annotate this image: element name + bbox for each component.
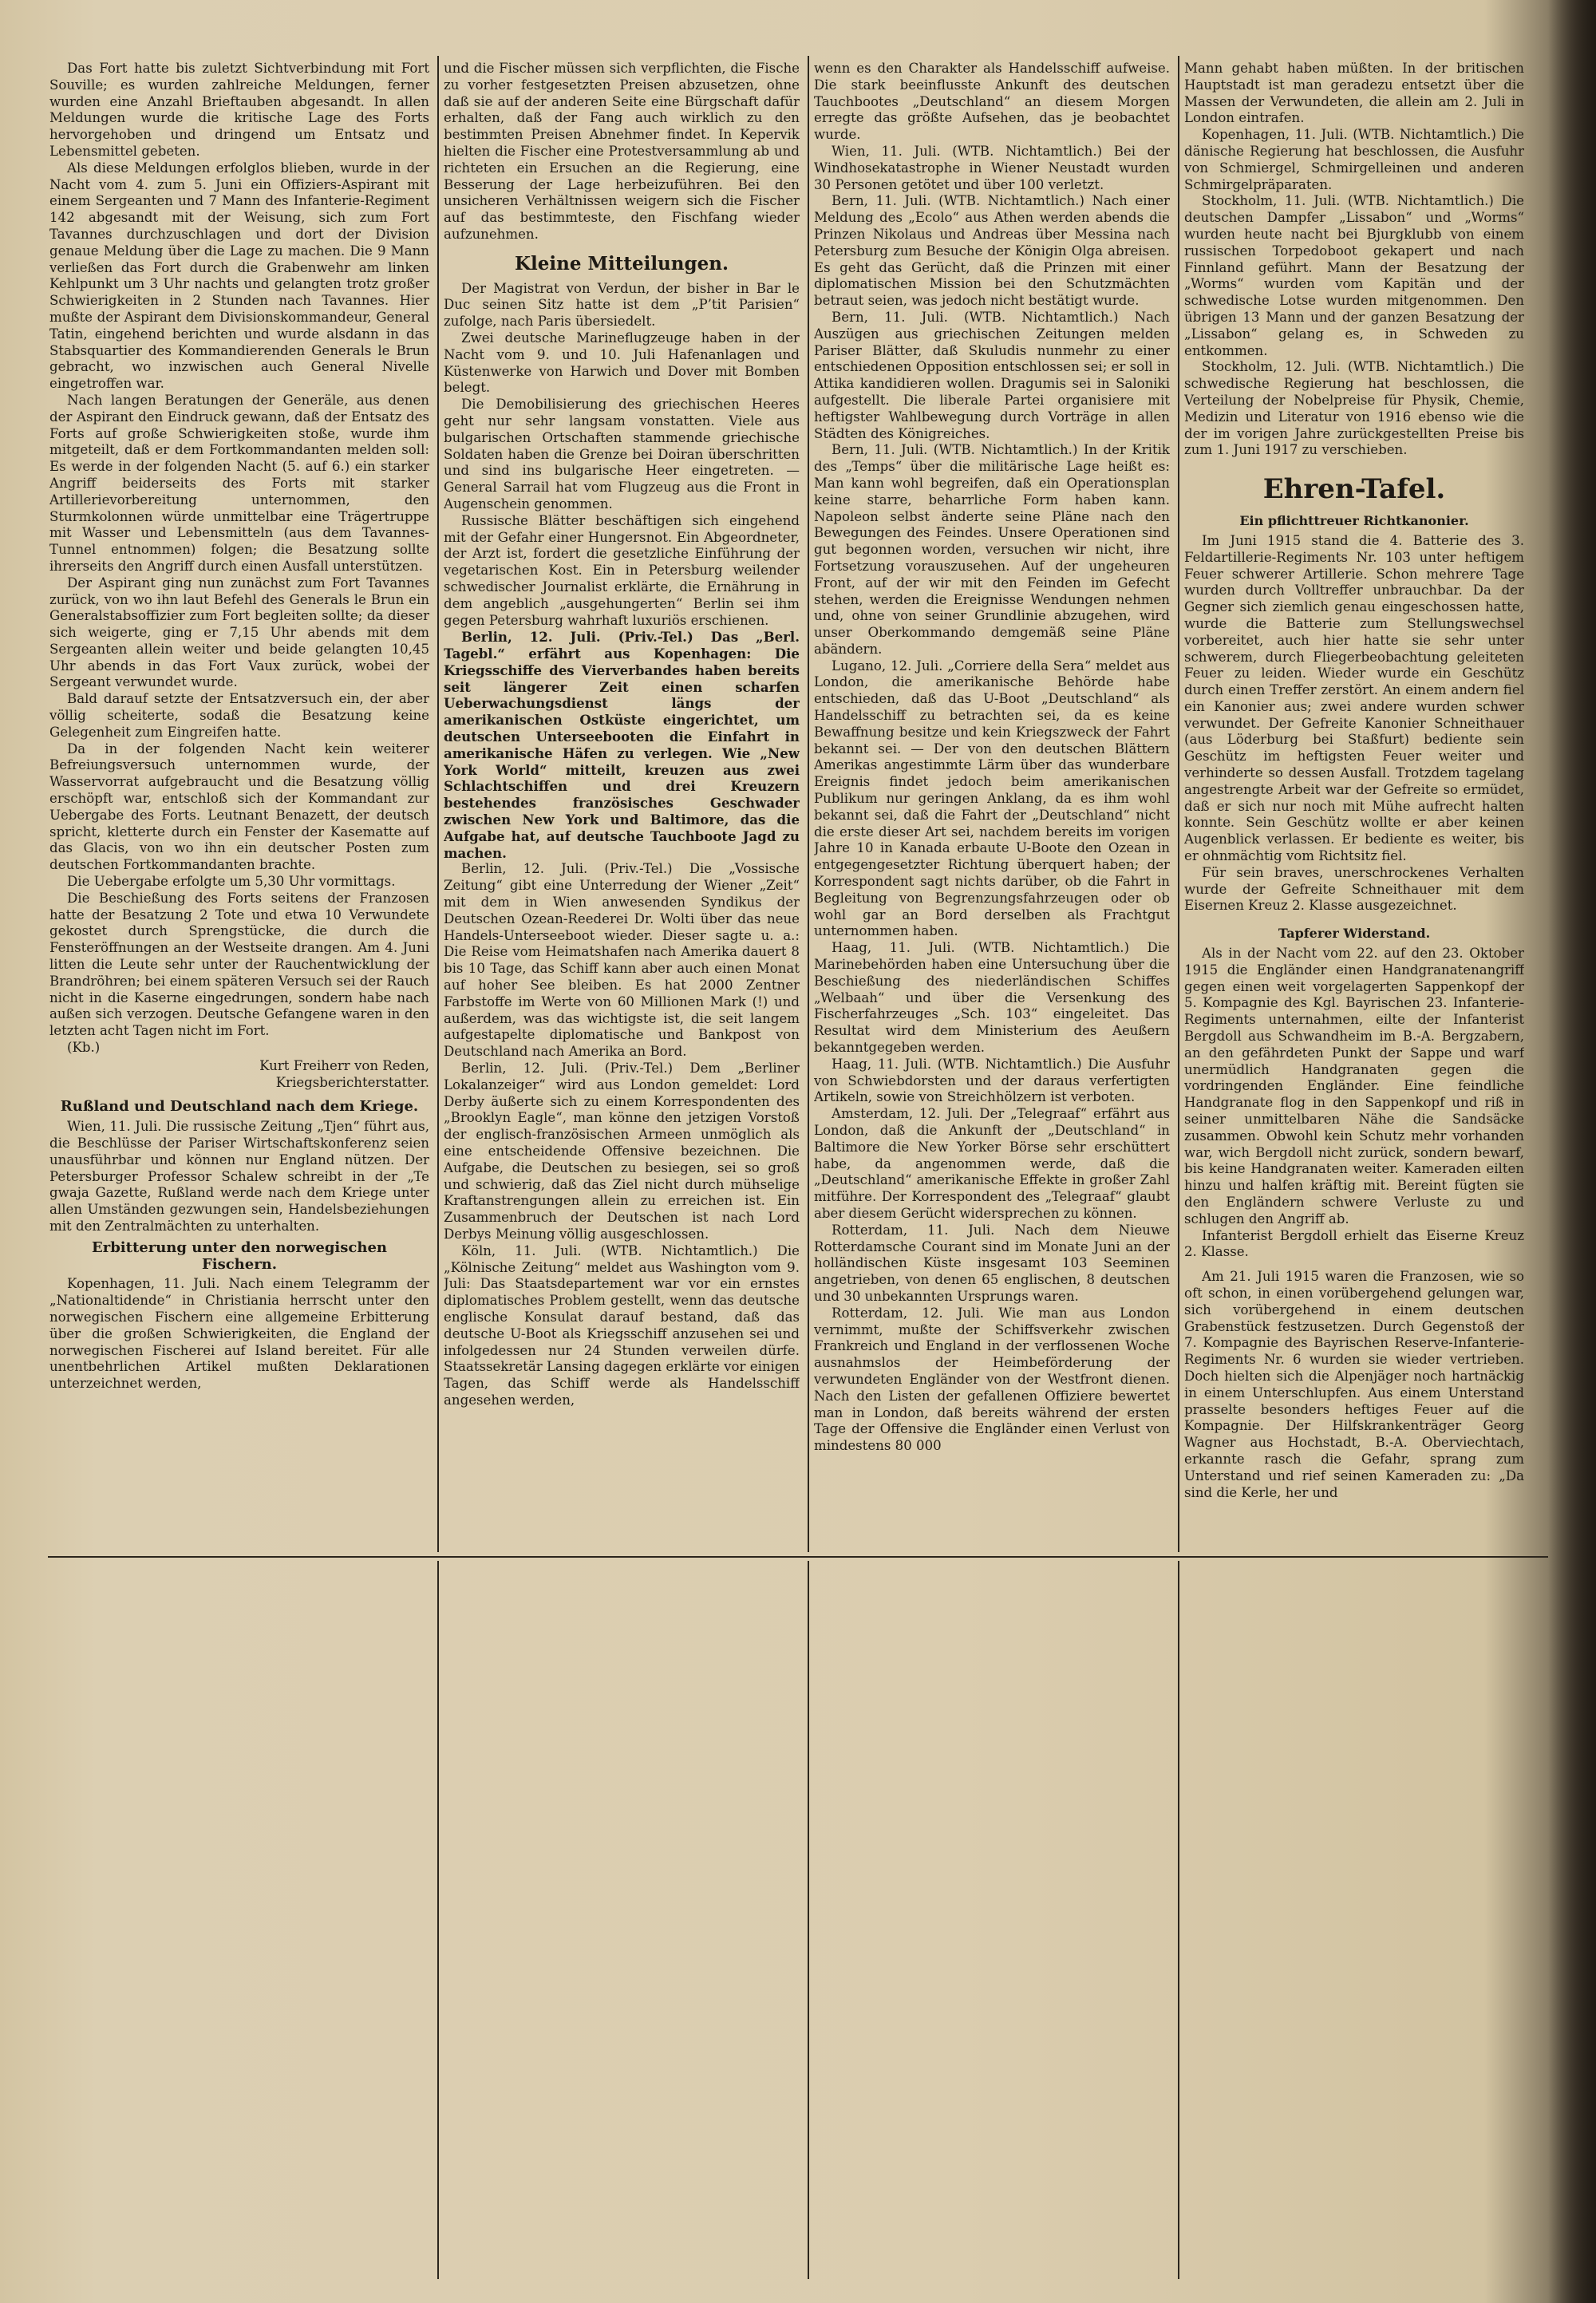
- column-rule: [437, 1561, 439, 2279]
- byline: Kurt Freiherr von Reden,: [259, 1057, 429, 1073]
- paragraph: Zwei deutsche Marineflugzeuge haben in der Nacht vom 9. und 10. Juli Hafenanlagen und Küstenwerke von Harwich und Dover mit Bomben belegt.: [444, 330, 800, 396]
- novel-column-1: [49, 1564, 429, 2282]
- paragraph: Berlin, 12. Juli. (Priv.-Tel.) Das „Berl. Tagebl.“ erfährt aus Kopenhagen: Die Kriegsschiffe des Vierverbandes haben bereits seit längerer Zeit einen scharfen Ueberwachungsdienst längs der amerikanischen Ostküste eingerichtet, um deutschen Unterseebooten die Einfahrt in amerikanische Häfen zu verlegen. Wie „New York World“ mitteilt, kreuzen aus zwei Schlachtschiffen und drei Kreuzern bestehendes französisches Geschwader zwischen New York und Baltimore, das die Aufgabe hat, auf deutsche Tauchboote Jagd zu machen.: [444, 629, 800, 861]
- heading-russland: Rußland und Deutschland nach dem Kriege.: [60, 1098, 419, 1116]
- paragraph: Am 21. Juli 1915 waren die Franzosen, wie so oft schon, in einen vorübergehend gelungen war, sich vorübergehend in einem deutschen Grabenstück festzusetzen. Durch Gegenstoß der 7. Kompagnie des Bayrischen Reserve-Infanterie-Regiments Nr. 6 wurden sie wieder vertrieben. Doch hielten sich die Alpenjäger noch hartnäckig in einem Unterschlupfen. Aus einem Unterstand prasselte besonders heftiges Feuer auf die Kompagnie. Der Hilfskrankenträger Georg Wagner aus Hochstadt, B.-A. Oberviechtach, erkannte rasch die Gefahr, sprang zum Unterstand und rief seinen Kameraden zu: „Da sind die Kerle, her und: [1184, 1269, 1524, 1500]
- paragraph: Der Aspirant ging nun zunächst zum Fort Tavannes zurück, von wo ihn laut Befehl des Generals le Brun ein Generalstabsoffizier zum Fort begleiten sollte; da dieser sich weigerte, ging er 7,15 Uhr abends mit dem Sergeanten allein weiter und beide gelangten 10,45 Uhr abends in das Fort Vaux zurück, wobei der Sergeant verwundet wurde.: [49, 575, 429, 690]
- column-3: [814, 61, 1170, 1553]
- source-mark: (Kb.): [67, 1040, 101, 1056]
- paragraph: Das Fort hatte bis zuletzt Sichtverbindung mit Fort Souville; es wurden zahlreiche Meldungen, ferner wurden eine Anzahl Brieftauben abgesandt. In allen Meldungen wurde die kritische Lage des Forts hervorgehoben und dringend um Entsatz und Lebensmittel gebeten.: [49, 61, 429, 159]
- subheading-tapferer-widerstand: Tapferer Widerstand.: [1278, 926, 1431, 942]
- subheading-kanonier: Ein pflichttreuer Richtkanonier.: [1239, 513, 1469, 529]
- paragraph: Die Demobilisierung des griechischen Heeres geht nur sehr langsam vonstatten. Viele aus bulgarischen Ortschaften stammende griechische Soldaten haben die Grenze bei Doiran überschritten und sind ins bulgarische Heer eingetreten. — General Sarrail hat vom Flugzeug aus die Front in Augenschein genommen.: [444, 397, 800, 512]
- column-rule: [437, 56, 439, 1552]
- paragraph: Da in der folgenden Nacht kein weiterer Befreiungsversuch unternommen wurde, der Wasservorrat aufgebraucht und die Besatzung völlig erschöpft war, entschloß sich der Kommandant zur Uebergabe des Forts. Leutnant Benazett, der deutsch spricht, kletterte durch ein Fenster der Kasematte auf das Glacis, von wo ihn ein deutscher Posten zum deutschen Fortkommandanten brachte.: [49, 741, 429, 873]
- heading-ehren-tafel: Ehren-Tafel.: [1262, 473, 1446, 506]
- paragraph: Amsterdam, 12. Juli. Der „Telegraaf“ erfährt aus London, daß die Ankunft der „Deutschland“ in Baltimore die New Yorker Börse sehr erschüttert habe, da angenommen werde, daß die „Deutschland“ amerikanische Effekte in großer Zahl mitführe. Der Korrespondent des „Telegraaf“ glaubt aber diesem Gerücht widersprechen zu können.: [814, 1106, 1170, 1221]
- paragraph: Stockholm, 11. Juli. (WTB. Nichtamtlich.) Die deutschen Dampfer „Lissabon“ und „Worms“ wurden heute nacht bei Bjurgklubb von einem russischen Torpedoboot gekapert und nach Finnland geführt. Mann der Besatzung der „Worms“ wurden vom Kapitän und der schwedische Lotse wurden mitgenommen. Den übrigen 13 Mann und der ganzen Besatzung der „Lissabon“ gelang es, in Schweden zu entkommen.: [1184, 193, 1524, 358]
- column-rule: [808, 1561, 809, 2279]
- paragraph: Mann gehabt haben müßten. In der britischen Hauptstadt ist man geradezu entsetzt über die Massen der Verwundeten, die allein am 2. Juli in London eintrafen.: [1184, 61, 1524, 126]
- paragraph: wenn es den Charakter als Handelsschiff aufweise. Die stark beeinflusste Ankunft des deutschen Tauchbootes „Deutschland“ an diesem Morgen erregte das größte Aufsehen, das je beobachtet wurde.: [814, 61, 1170, 143]
- heading-erbitterung-2: Fischern.: [201, 1255, 278, 1273]
- novel-column-3: [814, 1564, 1170, 2282]
- column-rule: [1178, 1561, 1179, 2279]
- paragraph: Kopenhagen, 11. Juli. (WTB. Nichtamtlich.) Die dänische Regierung hat beschlossen, die Ausfuhr von Schmiergel, Schmirgelleinen und anderen Schmirgelpräparaten.: [1184, 127, 1524, 192]
- paragraph: Haag, 11. Juli. (WTB. Nichtamtlich.) Die Ausfuhr von Schwiebdorsten und der daraus verfertigten Artikeln, sowie von Streichhölzern ist verboten.: [814, 1056, 1170, 1105]
- column-2: [444, 61, 800, 1553]
- paragraph: Kopenhagen, 11. Juli. Nach einem Telegramm der „Nationaltidende“ in Christiania herrscht unter den norwegischen Fischern eine allgemeine Erbitterung über die großen Schwierigkeiten, die England der norwegischen Fischerei auf Island bereitet. Für alle unentbehrlichen Artikel mußten Deklarationen unterzeichnet werden,: [49, 1276, 429, 1392]
- column-1: [49, 61, 429, 1553]
- column-rule: [1178, 56, 1179, 1552]
- page-edge-shadow: [1548, 0, 1596, 2303]
- paragraph: Im Juni 1915 stand die 4. Batterie des 3. Feldartillerie-Regiments Nr. 103 unter heftigem Feuer schwerer Artillerie. Schon mehrere Tage wurden durch Volltreffer unbrauchbar. Da der Gegner sich ziemlich genau eingeschossen hatte, wurde die Batterie zum Stellungswechsel vorbereitet, auch hier hatte sie sehr unter schwerem, durch Fliegerbeobachtung geleiteten Feuer zu leiden. Wieder wurde ein Geschütz durch einen Treffer zerstört. An einem andern fiel ein Kanonier aus; zwei andere wurden schwer verwundet. Der Gefreite Kanonier Schneithauer (aus Löderburg bei Staßfurt) bediente sein Geschütz im heftigsten Feuer weiter und verhinderte so dessen Ausfall. Trotzdem tagelang angestrengte Arbeit war der Gefreite so ermüdet, daß er sich nur noch mit Mühe aufrecht halten konnte. Sein Geschütz wollte er aber keinen Augenblick verlassen. Er bediente es weiter, bis er ohnmächtig vom Richtsitz fiel.: [1184, 532, 1524, 864]
- paragraph: Die Uebergabe erfolgte um 5,30 Uhr vormittags.: [67, 874, 396, 890]
- paragraph: Die Beschießung des Forts seitens der Franzosen hatte der Besatzung 2 Tote und etwa 10 Verwundete gekostet durch Sprengstücke, die durch die Fensteröffnungen an der Westseite drangen. Am 4. Juni litten die Leute sehr unter der Rauchentwicklung der Brandröhren; bei einem späteren Versuch sei der Rauch nicht in die Kaserne eingedrungen, sondern habe nach außen sich verzogen. Deutsche Gefangene waren in den letzten acht Tagen nicht im Fort.: [49, 890, 429, 1039]
- byline-role: Kriegsberichterstatter.: [275, 1074, 429, 1090]
- paragraph: Der Magistrat von Verdun, der bisher in Bar le Duc seinen Sitz hatte ist dem „P’tit Parisien“ zufolge, nach Paris übersiedelt.: [444, 280, 800, 330]
- paragraph: Russische Blätter beschäftigen sich eingehend mit der Gefahr einer Hungersnot. Ein Abgeordneter, der Arzt ist, fordert die gesetzliche Einführung der vegetarischen Kost. Ein in Petersburg weilender schwedischer Journalist erklärte, die Ernährung in dem angeblich „ausgehungerten“ Berlin sei ihm gegen Petersburg wahrhaft luxuriös erschienen.: [444, 512, 800, 628]
- paragraph: Berlin, 12. Juli. (Priv.-Tel.) Die „Vossische Zeitung“ gibt eine Unterredung der Wiener „Zeit“ mit dem in Wien anwesenden Syndikus der Deutschen Ozean-Reederei Dr. Wolti über das neue Handels-Unterseeboot wieder. Dieser sagte u. a.: Die Reise vom Heimatshafen nach Amerika dauert 8 bis 10 Tage, das Schiff kann aber auch einen Monat auf hoher See bleiben. Es hat 2000 Zentner Farbstoffe im Werte von 60 Millionen Mark (!) und außerdem, was das wichtigste ist, die seit langem aufgestapelte diplomatische und Bankpost von Deutschland nach Amerika an Bord.: [444, 861, 800, 1060]
- heading-erbitterung: Erbitterung unter den norwegischen: [92, 1238, 387, 1256]
- paragraph: Berlin, 12. Juli. (Priv.-Tel.) Dem „Berliner Lokalanzeiger“ wird aus London gemeldet: Lord Derby äußerte sich zu einem Korrespondenten des „Brooklyn Eagle“, man könne den jetzigen Vorstoß der englisch-französischen Armeen unmöglich als eine entscheidende Offensive bezeichnen. Die Aufgabe, die Deutschen zu besiegen, sei so groß und schwierig, daß das Ziel nicht durch mühselige Kraftanstrengungen allein zu erreichen ist. Ein Zusammenbruch der Deutschen ist nach Lord Derbys Meinung völlig ausgeschlossen.: [444, 1061, 800, 1242]
- paragraph: Infanterist Bergdoll erhielt das Eiserne Kreuz 2. Klasse.: [1184, 1227, 1524, 1260]
- paragraph: Als diese Meldungen erfolglos blieben, wurde in der Nacht vom 4. zum 5. Juni ein Offiziers-Aspirant mit einem Sergeanten und 7 Mann des Infanterie-Regiment 142 abgesandt mit der Weisung, sich zum Fort Tavannes durchzuschlagen und dort der Division genaue Meldung über die Lage zu machen. Die 9 Mann verließen das Fort durch die Grabenwehr am linken Kehlpunkt um 3 Uhr nachts und gelangten trotz großer Schwierigkeiten in 2 Stunden nach Tavannes. Hier mußte der Aspirant dem Divisionskommandeur, General Tatin, eingehend berichten und wurde alsdann in das Stabsquartier des Kommandierenden Generals le Brun gebracht, wo inzwischen auch General Nivelle eingetroffen war.: [49, 160, 429, 392]
- paragraph: Haag, 11. Juli. (WTB. Nichtamtlich.) Die Marinebehörden haben eine Untersuchung über die Beschießung des niederländischen Schiffes „Welbaah“ und über die Versenkung des Fischerfahrzeuges „Sch. 103“ eingeleitet. Das Resultat wird dem Ministerium des Aeußern bekanntgegeben werden.: [814, 940, 1170, 1056]
- section-rule: [48, 1556, 1548, 1558]
- paragraph: Bern, 11. Juli. (WTB. Nichtamtlich.) In der Kritik des „Temps“ über die militärische Lage heißt es: Man kann wohl begreifen, daß ein Operationsplan keine starre, beharrliche Form haben kann. Napoleon selbst änderte seine Pläne nach den Bewegungen des Feindes. Unsere Operationen sind gut begonnen worden, versuchen wir nicht, ihre Fortsetzung vorauszusehen. Auf der ungeheuren Front, auf der wir mit den Feinden im Gefecht stehen, werden die Ereignisse Wendungen nehmen und, ohne von seiner Grundlinie abzugehen, wird unser Oberkommando demgemäß seine Pläne abändern.: [814, 442, 1170, 657]
- paragraph: Wien, 11. Juli. (WTB. Nichtamtlich.) Bei der Windhosekatastrophe in Wiener Neustadt wurden 30 Personen getötet und über 100 verletzt.: [814, 143, 1170, 192]
- paragraph: Nach langen Beratungen der Generäle, aus denen der Aspirant den Eindruck gewann, daß der Entsatz des Forts auf große Schwierigkeiten stoße, wurde ihm mitgeteilt, daß er dem Fortkommandanten melden soll: Es werde in der folgenden Nacht (5. auf 6.) ein starker Angriff beiderseits des Forts mit starker Artillerievorbereitung unternommen, den Sturmkolonnen würde unmittelbar eine Trägertruppe mit Wasser und Lebensmitteln (aus dem Tavannes-Tunnel entnommen) folgen; die Besatzung sollte ihrerseits den Angriff durch einen Ausfall unterstützen.: [49, 392, 429, 574]
- paragraph: Wien, 11. Juli. Die russische Zeitung „Tjen“ führt aus, die Beschlüsse der Pariser Wirtschaftskonferenz seien unausführbar und können nur England nützen. Der Petersburger Professor Schalew schreibt in der „Te gwaja Gazette, Rußland werde nach dem Kriege unter allen Umständen gezwungen sein, Handelsbeziehungen mit den Zentralmächten zu unterhalten.: [49, 1119, 429, 1234]
- column-4: [1184, 61, 1524, 1553]
- novel-column-4: [1184, 1564, 1524, 2282]
- paragraph: Stockholm, 12. Juli. (WTB. Nichtamtlich.) Die schwedische Regierung hat beschlossen, die Verteilung der Nobelpreise für Physik, Chemie, Medizin und Literatur von 1916 ebenso wie die der im vorigen Jahre zurückgestellten Preise bis zum 1. Juni 1917 zu verschieben.: [1184, 359, 1524, 458]
- paragraph: Bern, 11. Juli. (WTB. Nichtamtlich.) Nach einer Meldung des „Ecolo“ aus Athen werden abends die Prinzen Nikolaus und Andreas über Messina nach Petersburg zum Besuche der Königin Olga abreisen. Es geht das Gerücht, daß die Prinzen mit einer diplomatischen Mission bei den Schutzmächten betraut seien, was jedoch nicht bestätigt wurde.: [814, 193, 1170, 309]
- paragraph: Bern, 11. Juli. (WTB. Nichtamtlich.) Nach Auszügen aus griechischen Zeitungen melden Pariser Blätter, daß Skuludis nunmehr zu einer entschiedenen Opposition entschlossen sei; er soll in Attika kandidieren wollen. Dragumis sei in Saloniki aufgestellt. Die liberale Partei organisiere mit heftigster Wahlbewegung durch Vorträge in allen Städten des Königreiches.: [814, 309, 1170, 441]
- paragraph: Rotterdam, 11. Juli. Nach dem Nieuwe Rotterdamsche Courant sind im Monate Juni an der holländischen Küste insgesamt 103 Seeminen angetrieben, von denen 65 englischen, 8 deutschen und 30 unbekannten Ursprungs waren.: [814, 1222, 1170, 1304]
- paragraph: Als in der Nacht vom 22. auf den 23. Oktober 1915 die Engländer einen Handgranatenangriff gegen einen weit vorgelagerten Sappenkopf der 5. Kompagnie des Kgl. Bayrischen 23. Infanterie-Regiments unternahmen, eilte der Infanterist Bergdoll aus Schwandheim im B.-A. Bergzabern, an den gefährdeten Punkt der Sappe und warf unermüdlich Handgranaten gegen die vordringenden Engländer. Eine feindliche Handgranate flog in den Sappenkopf und riß in seiner unmittelbaren Nähe die Sandsäcke zusammen. Obwohl kein Schutz mehr vorhanden war, wich Bergdoll nicht zurück, sondern bewarf, bis keine Handgranaten weiter. Kameraden eilten hinzu und halfen kräftig mit. Bereint fügten sie den Engländern schwere Verluste zu und schlugen den Angriff ab.: [1184, 946, 1524, 1227]
- column-rule: [808, 56, 809, 1552]
- paragraph: Rotterdam, 12. Juli. Wie man aus London vernimmt, mußte der Schiffsverkehr zwischen Frankreich und England in der verflossenen Woche ausnahmslos der Heimbeförderung der verwundeten Engländer von der Westfront dienen. Nach den Listen der gefallenen Offiziere bewertet man in London, daß bereits während der ersten Tage der Offensive die Engländer einen Verlust von mindestens 80 000: [814, 1305, 1170, 1454]
- novel-column-2: [444, 1564, 800, 2282]
- paragraph: Bald darauf setzte der Entsatzversuch ein, der aber völlig scheiterte, sodaß die Besatzung keine Gelegenheit zum Eingreifen hatte.: [49, 691, 429, 740]
- paragraph: Für sein braves, unerschrockenes Verhalten wurde der Gefreite Schneithauer mit dem Eisernen Kreuz 2. Klasse ausgezeichnet.: [1184, 864, 1524, 914]
- heading-kleine-mitteilungen: Kleine Mitteilungen.: [515, 252, 729, 275]
- paragraph: und die Fischer müssen sich verpflichten, die Fische zu vorher festgesetzten Preisen abzusetzen, ohne daß sie auf der anderen Seite eine Bürgschaft dafür erhalten, daß der Fang auch wirklich zu den bestimmten Preisen Abnehmer findet. In Kepervik hielten die Fischer eine Protestversammlung ab und richteten ein Ersuchen an die Regierung, eine Besserung der Lage herbeizuführen. Bei den unsicheren Verhältnissen weigern sich die Fischer auf das bestimmteste, den Fischfang wieder aufzunehmen.: [444, 61, 800, 242]
- paragraph: Lugano, 12. Juli. „Corriere della Sera“ meldet aus London, die amerikanische Behörde habe entschieden, daß das U-Boot „Deutschland“ als Handelsschiff zu betrachten sei, da es keine Bewaffnung besitze und kein Kriegszweck der Fahrt bekannt sei. — Der von den deutschen Blättern Amerikas angestimmte Lärm über das wunderbare Ereignis findet jedoch beim amerikanischen Publikum nur geringen Anklang, da es ihm wohl bekannt sei, daß die Fahrt der „Deutschland“ nicht die erste dieser Art sei, nachdem bereits im vorigen Jahre 10 in Kanada erbaute U-Boote den Ozean in entgegengesetzter Richtung überquert haben; der Korrespondent sagt nichts darüber, ob die Fahrt in Begleitung von Begrenzungsfahrzeugen oder ob wohl gar an Bord derselben als Frachtgut unternommen haben.: [814, 658, 1170, 939]
- paragraph: Köln, 11. Juli. (WTB. Nichtamtlich.) Die „Kölnische Zeitung“ meldet aus Washington vom 9. Juli: Das Staatsdepartement war vor ein ernstes diplomatisches Problem gestellt, wenn das deutsche englische Konsulat darauf bestand, daß das deutsche U-Boot als Kriegsschiff anzusehen sei und infolgedessen nur 24 Stunden verweilen dürfe. Staatssekretär Lansing dagegen erklärte vor einigen Tagen, das Schiff werde als Handelsschiff angesehen werden,: [444, 1242, 800, 1408]
